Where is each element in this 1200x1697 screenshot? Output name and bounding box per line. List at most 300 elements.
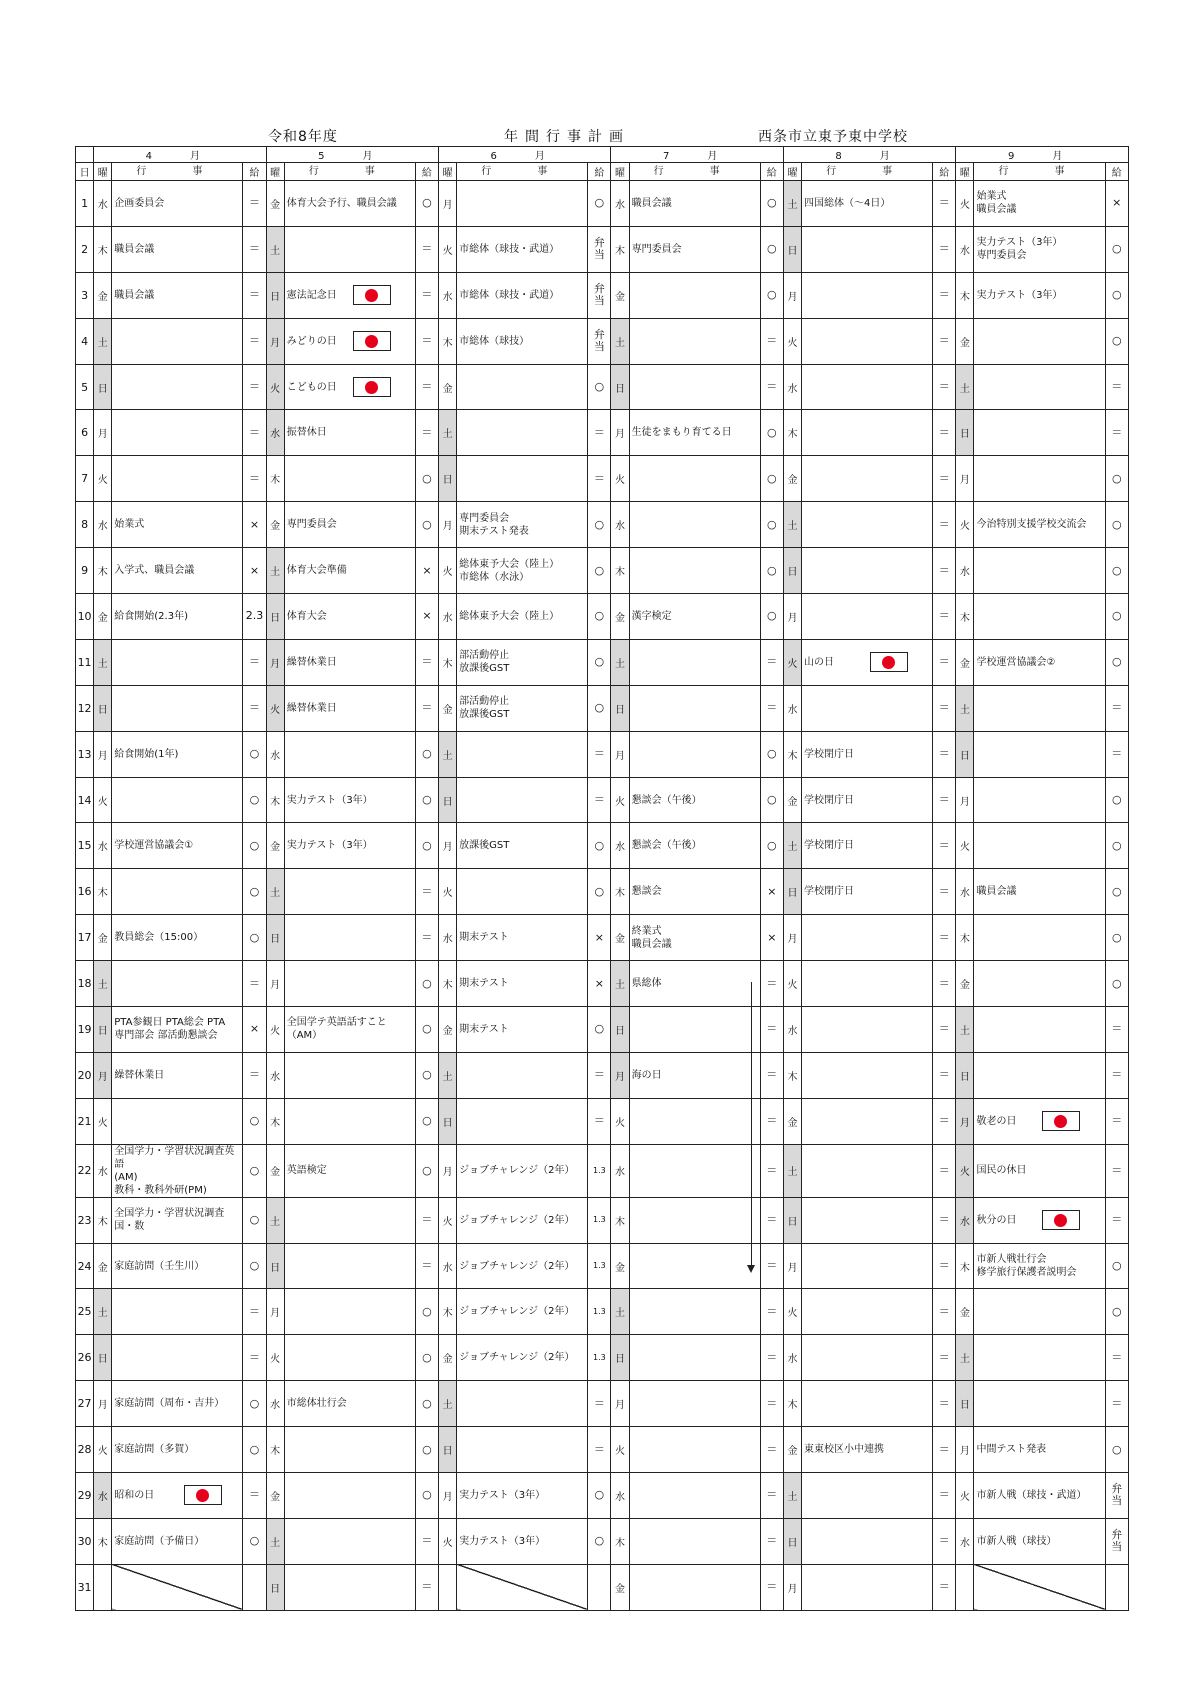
weekday-cell: 火 bbox=[94, 1098, 112, 1144]
event-cell bbox=[112, 318, 243, 364]
day-row bbox=[76, 548, 1129, 594]
event-cell bbox=[457, 502, 588, 548]
event-cell bbox=[457, 869, 588, 915]
weekday-cell: 土 bbox=[266, 226, 284, 272]
meal-status: ＝ bbox=[588, 1098, 611, 1144]
meal-status bbox=[1105, 1564, 1128, 1610]
meal-status: ○ bbox=[760, 181, 783, 227]
event-cell bbox=[802, 1473, 933, 1519]
weekday-cell: 土 bbox=[783, 1144, 801, 1197]
event-cell bbox=[629, 915, 760, 961]
meal-status: ○ bbox=[415, 777, 438, 823]
event-cell bbox=[629, 639, 760, 685]
weekday-cell: 木 bbox=[611, 226, 629, 272]
event-cell bbox=[629, 823, 760, 869]
meal-status: ○ bbox=[415, 823, 438, 869]
event-cell bbox=[629, 1243, 760, 1289]
meal-status: ＝ bbox=[933, 823, 956, 869]
event-cell bbox=[284, 961, 415, 1007]
meal-status: ＝ bbox=[243, 181, 266, 227]
meal-status: ＝ bbox=[760, 1381, 783, 1427]
header-weekday: 曜 bbox=[94, 163, 112, 181]
weekday-cell: 土 bbox=[439, 1052, 457, 1098]
meal-status: ＝ bbox=[933, 1052, 956, 1098]
weekday-cell: 金 bbox=[439, 1007, 457, 1053]
header-weekday: 曜 bbox=[611, 163, 629, 181]
meal-status: ＝ bbox=[933, 456, 956, 502]
event-text: ジョブチャレンジ（2年） bbox=[459, 1352, 575, 1364]
meal-status: ＝ bbox=[760, 364, 783, 410]
event-text: 市総体（球技・武道） bbox=[459, 243, 560, 255]
event-text: 期末テスト bbox=[459, 1023, 509, 1035]
event-cell bbox=[629, 364, 760, 410]
weekday-cell: 土 bbox=[956, 1007, 974, 1053]
event-cell bbox=[629, 1427, 760, 1473]
meal-status: ＝ bbox=[415, 1564, 438, 1610]
column-header-row bbox=[76, 163, 1129, 181]
header-meal: 給 bbox=[243, 163, 266, 181]
event-text: 実力テスト（3年） bbox=[976, 289, 1063, 301]
event-cell bbox=[629, 731, 760, 777]
weekday-cell: 水 bbox=[956, 869, 974, 915]
header-meal: 給 bbox=[933, 163, 956, 181]
meal-status: ○ bbox=[1105, 1289, 1128, 1335]
weekday-cell: 日 bbox=[266, 594, 284, 640]
meal-status: ○ bbox=[760, 502, 783, 548]
event-cell bbox=[974, 1197, 1105, 1243]
event-cell bbox=[802, 1518, 933, 1564]
weekday-cell: 水 bbox=[94, 1473, 112, 1519]
day-row bbox=[76, 1007, 1129, 1053]
event-cell bbox=[284, 1381, 415, 1427]
weekday-cell: 月 bbox=[611, 1381, 629, 1427]
day-number: 4 bbox=[76, 318, 94, 364]
meal-status: ＝ bbox=[243, 1052, 266, 1098]
meal-status: ○ bbox=[243, 869, 266, 915]
meal-status: ＝ bbox=[588, 777, 611, 823]
weekday-cell: 火 bbox=[266, 1007, 284, 1053]
weekday-cell: 木 bbox=[783, 1381, 801, 1427]
meal-status: ○ bbox=[1105, 456, 1128, 502]
meal-status: ○ bbox=[588, 685, 611, 731]
event-text: 始業式 bbox=[114, 519, 145, 531]
meal-status: ＝ bbox=[415, 318, 438, 364]
weekday-cell: 月 bbox=[266, 318, 284, 364]
day-number: 13 bbox=[76, 731, 94, 777]
weekday-cell: 金 bbox=[956, 318, 974, 364]
meal-status: 1.3 bbox=[588, 1243, 611, 1289]
event-cell bbox=[284, 410, 415, 456]
event-cell bbox=[112, 1052, 243, 1098]
event-cell bbox=[802, 1564, 933, 1610]
day-number: 19 bbox=[76, 1007, 94, 1053]
event-cell bbox=[974, 1098, 1105, 1144]
event-text: ジョブチャレンジ（2年） bbox=[459, 1214, 575, 1226]
weekday-cell: 金 bbox=[439, 1335, 457, 1381]
meal-status: 弁 当 bbox=[1105, 1518, 1128, 1564]
meal-status: ○ bbox=[588, 639, 611, 685]
event-cell bbox=[629, 1289, 760, 1335]
weekday-cell: 金 bbox=[956, 1289, 974, 1335]
event-cell bbox=[112, 1289, 243, 1335]
event-text: 放課後GST bbox=[459, 840, 510, 852]
meal-status: ＝ bbox=[243, 272, 266, 318]
day-row bbox=[76, 502, 1129, 548]
event-cell bbox=[457, 456, 588, 502]
weekday-cell: 日 bbox=[956, 1381, 974, 1427]
event-text: 中間テスト発表 bbox=[976, 1444, 1047, 1456]
meal-status bbox=[588, 1564, 611, 1610]
weekday-cell: 月 bbox=[783, 915, 801, 961]
event-cell bbox=[802, 1144, 933, 1197]
event-cell bbox=[457, 1052, 588, 1098]
event-text: 繰替休業日 bbox=[286, 702, 337, 714]
weekday-cell: 木 bbox=[266, 1427, 284, 1473]
weekday-cell: 月 bbox=[956, 777, 974, 823]
event-cell bbox=[802, 502, 933, 548]
month-label: 9 月 bbox=[956, 147, 1129, 163]
event-cell bbox=[974, 961, 1105, 1007]
meal-status: ○ bbox=[243, 1144, 266, 1197]
event-cell bbox=[802, 823, 933, 869]
event-cell bbox=[629, 869, 760, 915]
meal-status: ○ bbox=[415, 1007, 438, 1053]
event-cell bbox=[802, 1007, 933, 1053]
meal-status: ＝ bbox=[415, 226, 438, 272]
weekday-cell: 火 bbox=[439, 1518, 457, 1564]
weekday-cell: 火 bbox=[439, 548, 457, 594]
period-arrow-head bbox=[747, 1265, 755, 1273]
event-cell bbox=[629, 777, 760, 823]
event-cell bbox=[802, 685, 933, 731]
weekday-cell: 木 bbox=[439, 961, 457, 1007]
event-cell bbox=[629, 1052, 760, 1098]
weekday-cell: 火 bbox=[611, 1427, 629, 1473]
day-row bbox=[76, 272, 1129, 318]
event-cell bbox=[802, 1335, 933, 1381]
event-cell bbox=[284, 594, 415, 640]
meal-status: ○ bbox=[760, 777, 783, 823]
weekday-cell: 日 bbox=[439, 777, 457, 823]
meal-status: 1.3 bbox=[588, 1144, 611, 1197]
weekday-cell: 木 bbox=[783, 410, 801, 456]
meal-status: ○ bbox=[415, 1144, 438, 1197]
weekday-cell: 土 bbox=[611, 961, 629, 1007]
meal-status: ＝ bbox=[243, 961, 266, 1007]
day-row bbox=[76, 823, 1129, 869]
meal-status: ＝ bbox=[933, 1473, 956, 1519]
event-cell bbox=[974, 181, 1105, 227]
weekday-cell: 火 bbox=[956, 502, 974, 548]
meal-status: ○ bbox=[1105, 915, 1128, 961]
meal-status: ○ bbox=[588, 364, 611, 410]
event-cell bbox=[802, 1197, 933, 1243]
event-text: 専門委員会 bbox=[286, 519, 337, 531]
weekday-cell: 金 bbox=[611, 1564, 629, 1610]
weekday-cell: 金 bbox=[94, 594, 112, 640]
header-meal: 給 bbox=[415, 163, 438, 181]
day-row bbox=[76, 1243, 1129, 1289]
weekday-cell: 火 bbox=[956, 1144, 974, 1197]
event-cell bbox=[629, 1197, 760, 1243]
event-cell bbox=[974, 410, 1105, 456]
weekday-cell: 水 bbox=[266, 1381, 284, 1427]
national-flag-icon bbox=[184, 1485, 222, 1505]
event-cell bbox=[629, 1473, 760, 1519]
meal-status: ＝ bbox=[760, 685, 783, 731]
meal-status: ＝ bbox=[933, 869, 956, 915]
weekday-cell: 日 bbox=[439, 456, 457, 502]
event-text: 家庭訪問（壬生川） bbox=[114, 1260, 205, 1272]
meal-status: ○ bbox=[760, 410, 783, 456]
event-text: 期末テスト bbox=[459, 932, 509, 944]
school-name: 西条市立東予東中学校 bbox=[758, 129, 908, 145]
weekday-cell: 月 bbox=[94, 731, 112, 777]
event-text: 給食開始(1年) bbox=[114, 748, 179, 760]
day-row bbox=[76, 915, 1129, 961]
event-cell bbox=[802, 1052, 933, 1098]
meal-status: ○ bbox=[243, 731, 266, 777]
event-cell bbox=[284, 1518, 415, 1564]
weekday-cell: 火 bbox=[439, 226, 457, 272]
event-cell bbox=[112, 1144, 243, 1197]
weekday-cell: 木 bbox=[94, 869, 112, 915]
weekday-cell: 水 bbox=[783, 685, 801, 731]
event-cell bbox=[974, 1289, 1105, 1335]
weekday-cell: 水 bbox=[94, 1144, 112, 1197]
event-text: 総体東予大会（陸上） bbox=[459, 610, 560, 622]
meal-status: ○ bbox=[1105, 869, 1128, 915]
meal-status: ○ bbox=[1105, 502, 1128, 548]
meal-status: ＝ bbox=[415, 272, 438, 318]
national-flag-icon bbox=[353, 285, 391, 305]
event-text: 職員会議 bbox=[114, 243, 155, 255]
event-cell bbox=[802, 594, 933, 640]
event-text: 家庭訪問（周布・吉井） bbox=[114, 1398, 225, 1410]
meal-status: ＝ bbox=[1105, 731, 1128, 777]
weekday-cell: 土 bbox=[94, 1289, 112, 1335]
meal-status: 弁 当 bbox=[588, 272, 611, 318]
meal-status: ＝ bbox=[243, 364, 266, 410]
event-text: 海の日 bbox=[631, 1069, 662, 1081]
meal-status: ＝ bbox=[588, 1052, 611, 1098]
weekday-cell: 金 bbox=[783, 1098, 801, 1144]
meal-status: ＝ bbox=[1105, 1197, 1128, 1243]
weekday-cell: 木 bbox=[956, 915, 974, 961]
weekday-cell: 木 bbox=[611, 1518, 629, 1564]
meal-status: 弁 当 bbox=[588, 226, 611, 272]
weekday-cell: 金 bbox=[611, 594, 629, 640]
event-text: 終業式 職員会議 bbox=[631, 925, 672, 950]
weekday-cell: 月 bbox=[611, 410, 629, 456]
meal-status: ＝ bbox=[933, 639, 956, 685]
weekday-cell: 木 bbox=[439, 318, 457, 364]
header-weekday: 曜 bbox=[956, 163, 974, 181]
event-cell bbox=[629, 1144, 760, 1197]
meal-status: ○ bbox=[415, 961, 438, 1007]
meal-status: ○ bbox=[760, 226, 783, 272]
event-cell bbox=[802, 915, 933, 961]
event-cell bbox=[974, 731, 1105, 777]
event-cell bbox=[284, 1289, 415, 1335]
meal-status: ○ bbox=[415, 1098, 438, 1144]
meal-status: ○ bbox=[243, 1518, 266, 1564]
meal-status: ＝ bbox=[243, 410, 266, 456]
weekday-cell: 木 bbox=[266, 456, 284, 502]
event-cell bbox=[284, 1564, 415, 1610]
meal-status: 弁 当 bbox=[588, 318, 611, 364]
meal-status: ＝ bbox=[760, 1052, 783, 1098]
event-text: 入学式、職員会議 bbox=[114, 565, 195, 577]
national-flag-icon bbox=[1042, 1111, 1080, 1131]
weekday-cell: 木 bbox=[783, 1052, 801, 1098]
meal-status: ＝ bbox=[1105, 1381, 1128, 1427]
meal-status: ○ bbox=[1105, 1243, 1128, 1289]
weekday-cell: 水 bbox=[266, 731, 284, 777]
empty-date-cell bbox=[974, 1564, 1105, 1610]
event-cell bbox=[802, 1381, 933, 1427]
meal-status: ○ bbox=[588, 1473, 611, 1519]
event-cell bbox=[629, 1098, 760, 1144]
meal-status: ＝ bbox=[588, 456, 611, 502]
fiscal-year-label: 令和8年度 bbox=[268, 129, 338, 145]
weekday-cell: 月 bbox=[94, 1381, 112, 1427]
event-cell bbox=[457, 1518, 588, 1564]
weekday-cell: 土 bbox=[439, 731, 457, 777]
event-text: 市総体（球技・武道） bbox=[459, 289, 560, 301]
meal-status: ○ bbox=[1105, 226, 1128, 272]
meal-status: ○ bbox=[243, 1243, 266, 1289]
weekday-cell: 日 bbox=[956, 731, 974, 777]
meal-status: ＝ bbox=[933, 1144, 956, 1197]
event-cell bbox=[284, 639, 415, 685]
month-header-row bbox=[76, 147, 1129, 163]
event-cell bbox=[802, 869, 933, 915]
event-cell bbox=[457, 731, 588, 777]
meal-status: ＝ bbox=[243, 1335, 266, 1381]
meal-status: ＝ bbox=[760, 1518, 783, 1564]
weekday-cell bbox=[956, 1564, 974, 1610]
header-weekday: 曜 bbox=[266, 163, 284, 181]
event-text: 全国学力・学習状況調査英語 (AM) 教科・教科外研(PM) bbox=[114, 1145, 235, 1196]
day-row bbox=[76, 318, 1129, 364]
weekday-cell: 土 bbox=[611, 1289, 629, 1335]
event-cell bbox=[457, 1144, 588, 1197]
weekday-cell: 土 bbox=[94, 961, 112, 1007]
meal-status: ＝ bbox=[1105, 1052, 1128, 1098]
event-cell bbox=[802, 318, 933, 364]
event-cell bbox=[457, 272, 588, 318]
day-row bbox=[76, 1427, 1129, 1473]
event-text: 家庭訪問（多賀） bbox=[114, 1444, 195, 1456]
meal-status: ＝ bbox=[760, 1289, 783, 1335]
weekday-cell: 火 bbox=[783, 1289, 801, 1335]
event-text: 体育大会 bbox=[286, 610, 327, 622]
meal-status: ＝ bbox=[415, 639, 438, 685]
weekday-cell: 日 bbox=[783, 226, 801, 272]
event-text: 体育大会準備 bbox=[286, 565, 347, 577]
event-text: 振替休日 bbox=[286, 427, 327, 439]
day-number: 7 bbox=[76, 456, 94, 502]
meal-status: ＝ bbox=[588, 1427, 611, 1473]
meal-status: × bbox=[243, 548, 266, 594]
event-text: 総体東予大会（陸上） 市総体（水泳） bbox=[459, 558, 560, 583]
meal-status: ○ bbox=[588, 502, 611, 548]
weekday-cell: 火 bbox=[94, 777, 112, 823]
day-number: 12 bbox=[76, 685, 94, 731]
event-cell bbox=[284, 1427, 415, 1473]
weekday-cell: 金 bbox=[439, 364, 457, 410]
event-text: 市総体壮行会 bbox=[286, 1398, 347, 1410]
weekday-cell: 月 bbox=[439, 1473, 457, 1519]
day-number: 16 bbox=[76, 869, 94, 915]
weekday-cell: 火 bbox=[611, 1098, 629, 1144]
weekday-cell: 火 bbox=[783, 961, 801, 1007]
event-cell bbox=[284, 869, 415, 915]
event-cell bbox=[974, 915, 1105, 961]
event-cell bbox=[974, 639, 1105, 685]
event-cell bbox=[802, 777, 933, 823]
weekday-cell: 金 bbox=[266, 1473, 284, 1519]
event-cell bbox=[974, 272, 1105, 318]
event-text: 憲法記念日 bbox=[286, 289, 337, 301]
weekday-cell: 日 bbox=[439, 1098, 457, 1144]
meal-status: ＝ bbox=[933, 1243, 956, 1289]
event-cell bbox=[284, 731, 415, 777]
meal-status: ○ bbox=[1105, 639, 1128, 685]
event-cell bbox=[802, 731, 933, 777]
weekday-cell: 土 bbox=[94, 318, 112, 364]
day-number: 21 bbox=[76, 1098, 94, 1144]
event-cell bbox=[974, 685, 1105, 731]
meal-status: ＝ bbox=[933, 1098, 956, 1144]
event-cell bbox=[112, 456, 243, 502]
weekday-cell: 木 bbox=[266, 1098, 284, 1144]
meal-status: ＝ bbox=[933, 272, 956, 318]
month-label: 5 月 bbox=[266, 147, 438, 163]
day-number: 15 bbox=[76, 823, 94, 869]
event-cell bbox=[284, 548, 415, 594]
header-event: 行 事 bbox=[457, 163, 588, 181]
period-arrow-line bbox=[751, 982, 752, 1269]
weekday-cell: 金 bbox=[611, 1243, 629, 1289]
event-cell bbox=[284, 823, 415, 869]
event-cell bbox=[802, 456, 933, 502]
event-text: 始業式 職員会議 bbox=[976, 191, 1017, 216]
meal-status: ＝ bbox=[415, 869, 438, 915]
event-cell bbox=[974, 1007, 1105, 1053]
event-text: 体育大会予行、職員会議 bbox=[286, 197, 397, 209]
day-number: 18 bbox=[76, 961, 94, 1007]
event-cell bbox=[629, 1335, 760, 1381]
national-flag-icon bbox=[870, 652, 908, 672]
event-cell bbox=[284, 1243, 415, 1289]
day-number: 17 bbox=[76, 915, 94, 961]
weekday-cell: 月 bbox=[439, 181, 457, 227]
weekday-cell: 土 bbox=[783, 1473, 801, 1519]
weekday-cell: 日 bbox=[783, 1197, 801, 1243]
event-text: 昭和の日 bbox=[114, 1489, 155, 1501]
weekday-cell: 日 bbox=[956, 1052, 974, 1098]
event-cell bbox=[974, 1427, 1105, 1473]
meal-status: ＝ bbox=[415, 685, 438, 731]
weekday-cell: 水 bbox=[611, 181, 629, 227]
event-cell bbox=[974, 548, 1105, 594]
meal-status: ○ bbox=[588, 1007, 611, 1053]
event-cell bbox=[112, 181, 243, 227]
meal-status: ○ bbox=[1105, 823, 1128, 869]
meal-status: ○ bbox=[760, 272, 783, 318]
